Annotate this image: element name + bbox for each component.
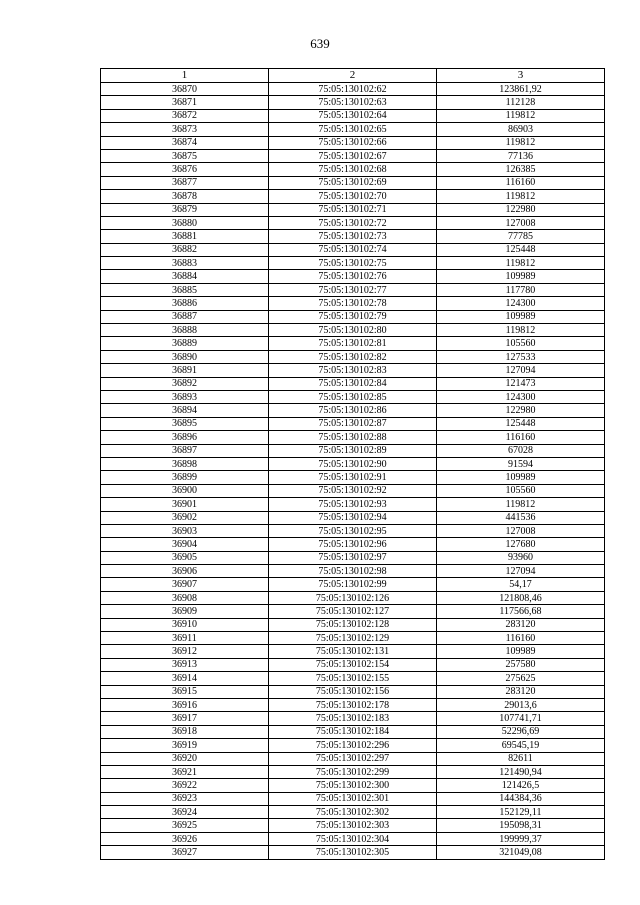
row-number-cell: 36879 <box>101 203 269 216</box>
cadastral-number-cell: 75:05:130102:301 <box>269 792 437 805</box>
row-number-cell: 36899 <box>101 471 269 484</box>
row-number-cell: 36878 <box>101 190 269 203</box>
cadastral-number-cell: 75:05:130102:72 <box>269 216 437 229</box>
cadastral-number-cell: 75:05:130102:299 <box>269 765 437 778</box>
value-cell: 283120 <box>437 618 605 631</box>
table-row <box>101 190 605 203</box>
row-number-cell: 36898 <box>101 457 269 470</box>
value-cell: 67028 <box>437 444 605 457</box>
value-cell: 441536 <box>437 511 605 524</box>
cadastral-number-cell: 75:05:130102:93 <box>269 498 437 511</box>
table-row <box>101 444 605 457</box>
cadastral-number-cell: 75:05:130102:178 <box>269 698 437 711</box>
row-number-cell: 36912 <box>101 645 269 658</box>
cadastral-number-cell: 75:05:130102:87 <box>269 417 437 430</box>
row-number-cell: 36894 <box>101 404 269 417</box>
row-number-cell: 36905 <box>101 551 269 564</box>
table-row <box>101 457 605 470</box>
table-row <box>101 350 605 363</box>
value-cell: 77136 <box>437 149 605 162</box>
cadastral-number-cell: 75:05:130102:127 <box>269 605 437 618</box>
row-number-cell: 36896 <box>101 431 269 444</box>
row-number-cell: 36910 <box>101 618 269 631</box>
table-row <box>101 498 605 511</box>
cadastral-number-cell: 75:05:130102:70 <box>269 190 437 203</box>
cadastral-number-cell: 75:05:130102:78 <box>269 297 437 310</box>
table-row <box>101 591 605 604</box>
row-number-cell: 36926 <box>101 832 269 845</box>
table-row <box>101 779 605 792</box>
row-number-cell: 36920 <box>101 752 269 765</box>
table-row <box>101 752 605 765</box>
row-number-cell: 36889 <box>101 337 269 350</box>
row-number-cell: 36884 <box>101 270 269 283</box>
table-row <box>101 685 605 698</box>
cadastral-number-cell: 75:05:130102:94 <box>269 511 437 524</box>
value-cell: 283120 <box>437 685 605 698</box>
cadastral-number-cell: 75:05:130102:77 <box>269 283 437 296</box>
value-cell: 123861,92 <box>437 83 605 96</box>
value-cell: 125448 <box>437 243 605 256</box>
value-cell: 127094 <box>437 364 605 377</box>
row-number-cell: 36902 <box>101 511 269 524</box>
cadastral-number-cell: 75:05:130102:183 <box>269 712 437 725</box>
cadastral-number-cell: 75:05:130102:79 <box>269 310 437 323</box>
value-cell: 117780 <box>437 283 605 296</box>
cadastral-number-cell: 75:05:130102:85 <box>269 390 437 403</box>
row-number-cell: 36873 <box>101 123 269 136</box>
row-number-cell: 36895 <box>101 417 269 430</box>
table-row <box>101 431 605 444</box>
table-row <box>101 96 605 109</box>
cadastral-number-cell: 75:05:130102:99 <box>269 578 437 591</box>
table-row <box>101 283 605 296</box>
value-cell: 124300 <box>437 297 605 310</box>
value-cell: 119812 <box>437 324 605 337</box>
table-row <box>101 792 605 805</box>
table-row <box>101 203 605 216</box>
table-row <box>101 377 605 390</box>
row-number-cell: 36891 <box>101 364 269 377</box>
value-cell: 52296,69 <box>437 725 605 738</box>
table-row <box>101 658 605 671</box>
row-number-cell: 36925 <box>101 819 269 832</box>
value-cell: 119812 <box>437 136 605 149</box>
value-cell: 117566,68 <box>437 605 605 618</box>
row-number-cell: 36904 <box>101 538 269 551</box>
row-number-cell: 36917 <box>101 712 269 725</box>
cadastral-number-cell: 75:05:130102:62 <box>269 83 437 96</box>
table-row <box>101 565 605 578</box>
value-cell: 119812 <box>437 257 605 270</box>
column-header-3: 3 <box>437 69 605 83</box>
table-row <box>101 176 605 189</box>
value-cell: 121490,94 <box>437 765 605 778</box>
value-cell: 116160 <box>437 632 605 645</box>
row-number-cell: 36918 <box>101 725 269 738</box>
table-row <box>101 243 605 256</box>
value-cell: 199999,37 <box>437 832 605 845</box>
value-cell: 195098,31 <box>437 819 605 832</box>
value-cell: 144384,36 <box>437 792 605 805</box>
value-cell: 152129,11 <box>437 806 605 819</box>
table-row <box>101 270 605 283</box>
row-number-cell: 36882 <box>101 243 269 256</box>
column-header-2: 2 <box>269 69 437 83</box>
row-number-cell: 36916 <box>101 698 269 711</box>
value-cell: 257580 <box>437 658 605 671</box>
table-row <box>101 337 605 350</box>
value-cell: 116160 <box>437 431 605 444</box>
row-number-cell: 36870 <box>101 83 269 96</box>
cadastral-number-cell: 75:05:130102:91 <box>269 471 437 484</box>
table-row <box>101 163 605 176</box>
table-row <box>101 632 605 645</box>
value-cell: 127008 <box>437 524 605 537</box>
value-cell: 54,17 <box>437 578 605 591</box>
row-number-cell: 36923 <box>101 792 269 805</box>
value-cell: 275625 <box>437 672 605 685</box>
row-number-cell: 36900 <box>101 484 269 497</box>
row-number-cell: 36907 <box>101 578 269 591</box>
cadastral-number-cell: 75:05:130102:128 <box>269 618 437 631</box>
value-cell: 119812 <box>437 109 605 122</box>
cadastral-number-cell: 75:05:130102:97 <box>269 551 437 564</box>
table-row <box>101 578 605 591</box>
row-number-cell: 36908 <box>101 591 269 604</box>
value-cell: 109989 <box>437 270 605 283</box>
value-cell: 127533 <box>437 350 605 363</box>
value-cell: 29013,6 <box>437 698 605 711</box>
value-cell: 121426,5 <box>437 779 605 792</box>
cadastral-number-cell: 75:05:130102:297 <box>269 752 437 765</box>
cadastral-number-cell: 75:05:130102:96 <box>269 538 437 551</box>
table-row <box>101 806 605 819</box>
table-row <box>101 538 605 551</box>
cadastral-number-cell: 75:05:130102:92 <box>269 484 437 497</box>
row-number-cell: 36881 <box>101 230 269 243</box>
cadastral-number-cell: 75:05:130102:156 <box>269 685 437 698</box>
cadastral-number-cell: 75:05:130102:76 <box>269 270 437 283</box>
table-row <box>101 149 605 162</box>
cadastral-number-cell: 75:05:130102:86 <box>269 404 437 417</box>
cadastral-number-cell: 75:05:130102:65 <box>269 123 437 136</box>
value-cell: 127094 <box>437 565 605 578</box>
value-cell: 105560 <box>437 337 605 350</box>
row-number-cell: 36903 <box>101 524 269 537</box>
row-number-cell: 36892 <box>101 377 269 390</box>
cadastral-number-cell: 75:05:130102:74 <box>269 243 437 256</box>
cadastral-table <box>100 68 605 860</box>
table-row <box>101 551 605 564</box>
row-number-cell: 36893 <box>101 390 269 403</box>
row-number-cell: 36911 <box>101 632 269 645</box>
table-row <box>101 765 605 778</box>
table-row <box>101 618 605 631</box>
table-row <box>101 832 605 845</box>
table-row <box>101 672 605 685</box>
row-number-cell: 36877 <box>101 176 269 189</box>
table-row <box>101 297 605 310</box>
cadastral-number-cell: 75:05:130102:90 <box>269 457 437 470</box>
row-number-cell: 36888 <box>101 324 269 337</box>
cadastral-number-cell: 75:05:130102:303 <box>269 819 437 832</box>
value-cell: 82611 <box>437 752 605 765</box>
cadastral-number-cell: 75:05:130102:64 <box>269 109 437 122</box>
value-cell: 86903 <box>437 123 605 136</box>
cadastral-number-cell: 75:05:130102:98 <box>269 565 437 578</box>
value-cell: 105560 <box>437 484 605 497</box>
table-row <box>101 404 605 417</box>
value-cell: 126385 <box>437 163 605 176</box>
value-cell: 119812 <box>437 190 605 203</box>
value-cell: 116160 <box>437 176 605 189</box>
table-row <box>101 846 605 859</box>
row-number-cell: 36871 <box>101 96 269 109</box>
value-cell: 119812 <box>437 498 605 511</box>
table-row <box>101 511 605 524</box>
table-row <box>101 390 605 403</box>
cadastral-number-cell: 75:05:130102:84 <box>269 377 437 390</box>
cadastral-number-cell: 75:05:130102:66 <box>269 136 437 149</box>
table-row <box>101 484 605 497</box>
value-cell: 112128 <box>437 96 605 109</box>
cadastral-number-cell: 75:05:130102:304 <box>269 832 437 845</box>
table-row <box>101 698 605 711</box>
cadastral-number-cell: 75:05:130102:71 <box>269 203 437 216</box>
cadastral-number-cell: 75:05:130102:63 <box>269 96 437 109</box>
row-number-cell: 36913 <box>101 658 269 671</box>
value-cell: 122980 <box>437 203 605 216</box>
row-number-cell: 36909 <box>101 605 269 618</box>
table-row <box>101 310 605 323</box>
row-number-cell: 36874 <box>101 136 269 149</box>
table-row <box>101 605 605 618</box>
cadastral-number-cell: 75:05:130102:305 <box>269 846 437 859</box>
cadastral-number-cell: 75:05:130102:88 <box>269 431 437 444</box>
row-number-cell: 36887 <box>101 310 269 323</box>
table-row <box>101 712 605 725</box>
value-cell: 125448 <box>437 417 605 430</box>
table-row <box>101 471 605 484</box>
row-number-cell: 36880 <box>101 216 269 229</box>
cadastral-number-cell: 75:05:130102:300 <box>269 779 437 792</box>
row-number-cell: 36927 <box>101 846 269 859</box>
cadastral-number-cell: 75:05:130102:155 <box>269 672 437 685</box>
cadastral-number-cell: 75:05:130102:73 <box>269 230 437 243</box>
row-number-cell: 36921 <box>101 765 269 778</box>
row-number-cell: 36924 <box>101 806 269 819</box>
cadastral-number-cell: 75:05:130102:131 <box>269 645 437 658</box>
cadastral-number-cell: 75:05:130102:80 <box>269 324 437 337</box>
value-cell: 124300 <box>437 390 605 403</box>
row-number-cell: 36876 <box>101 163 269 176</box>
table-row <box>101 257 605 270</box>
value-cell: 127680 <box>437 538 605 551</box>
row-number-cell: 36897 <box>101 444 269 457</box>
cadastral-number-cell: 75:05:130102:129 <box>269 632 437 645</box>
cadastral-number-cell: 75:05:130102:67 <box>269 149 437 162</box>
value-cell: 121473 <box>437 377 605 390</box>
row-number-cell: 36914 <box>101 672 269 685</box>
value-cell: 77785 <box>437 230 605 243</box>
table-row <box>101 216 605 229</box>
row-number-cell: 36919 <box>101 739 269 752</box>
row-number-cell: 36922 <box>101 779 269 792</box>
cadastral-number-cell: 75:05:130102:126 <box>269 591 437 604</box>
row-number-cell: 36886 <box>101 297 269 310</box>
cadastral-number-cell: 75:05:130102:89 <box>269 444 437 457</box>
value-cell: 122980 <box>437 404 605 417</box>
cadastral-number-cell: 75:05:130102:81 <box>269 337 437 350</box>
row-number-cell: 36915 <box>101 685 269 698</box>
cadastral-number-cell: 75:05:130102:154 <box>269 658 437 671</box>
table-body <box>101 83 605 860</box>
table-row <box>101 645 605 658</box>
row-number-cell: 36875 <box>101 149 269 162</box>
table-row <box>101 324 605 337</box>
table-row <box>101 417 605 430</box>
table-row <box>101 83 605 96</box>
cadastral-number-cell: 75:05:130102:184 <box>269 725 437 738</box>
column-header-1: 1 <box>101 69 269 83</box>
value-cell: 109989 <box>437 310 605 323</box>
table-row <box>101 524 605 537</box>
table-row <box>101 739 605 752</box>
value-cell: 91594 <box>437 457 605 470</box>
row-number-cell: 36906 <box>101 565 269 578</box>
table-row <box>101 364 605 377</box>
cadastral-number-cell: 75:05:130102:302 <box>269 806 437 819</box>
cadastral-number-cell: 75:05:130102:296 <box>269 739 437 752</box>
row-number-cell: 36901 <box>101 498 269 511</box>
value-cell: 109989 <box>437 471 605 484</box>
table-row <box>101 725 605 738</box>
cadastral-number-cell: 75:05:130102:75 <box>269 257 437 270</box>
table-row <box>101 230 605 243</box>
row-number-cell: 36883 <box>101 257 269 270</box>
cadastral-number-cell: 75:05:130102:68 <box>269 163 437 176</box>
value-cell: 121808,46 <box>437 591 605 604</box>
value-cell: 69545,19 <box>437 739 605 752</box>
value-cell: 93960 <box>437 551 605 564</box>
table-row <box>101 136 605 149</box>
cadastral-number-cell: 75:05:130102:82 <box>269 350 437 363</box>
cadastral-number-cell: 75:05:130102:83 <box>269 364 437 377</box>
value-cell: 321049,08 <box>437 846 605 859</box>
value-cell: 107741,71 <box>437 712 605 725</box>
cadastral-number-cell: 75:05:130102:69 <box>269 176 437 189</box>
table-row <box>101 109 605 122</box>
row-number-cell: 36885 <box>101 283 269 296</box>
row-number-cell: 36890 <box>101 350 269 363</box>
page-number: 639 <box>310 36 330 51</box>
value-cell: 109989 <box>437 645 605 658</box>
value-cell: 127008 <box>437 216 605 229</box>
table-row <box>101 123 605 136</box>
row-number-cell: 36872 <box>101 109 269 122</box>
table-row <box>101 819 605 832</box>
table-header-row <box>101 69 605 83</box>
cadastral-number-cell: 75:05:130102:95 <box>269 524 437 537</box>
